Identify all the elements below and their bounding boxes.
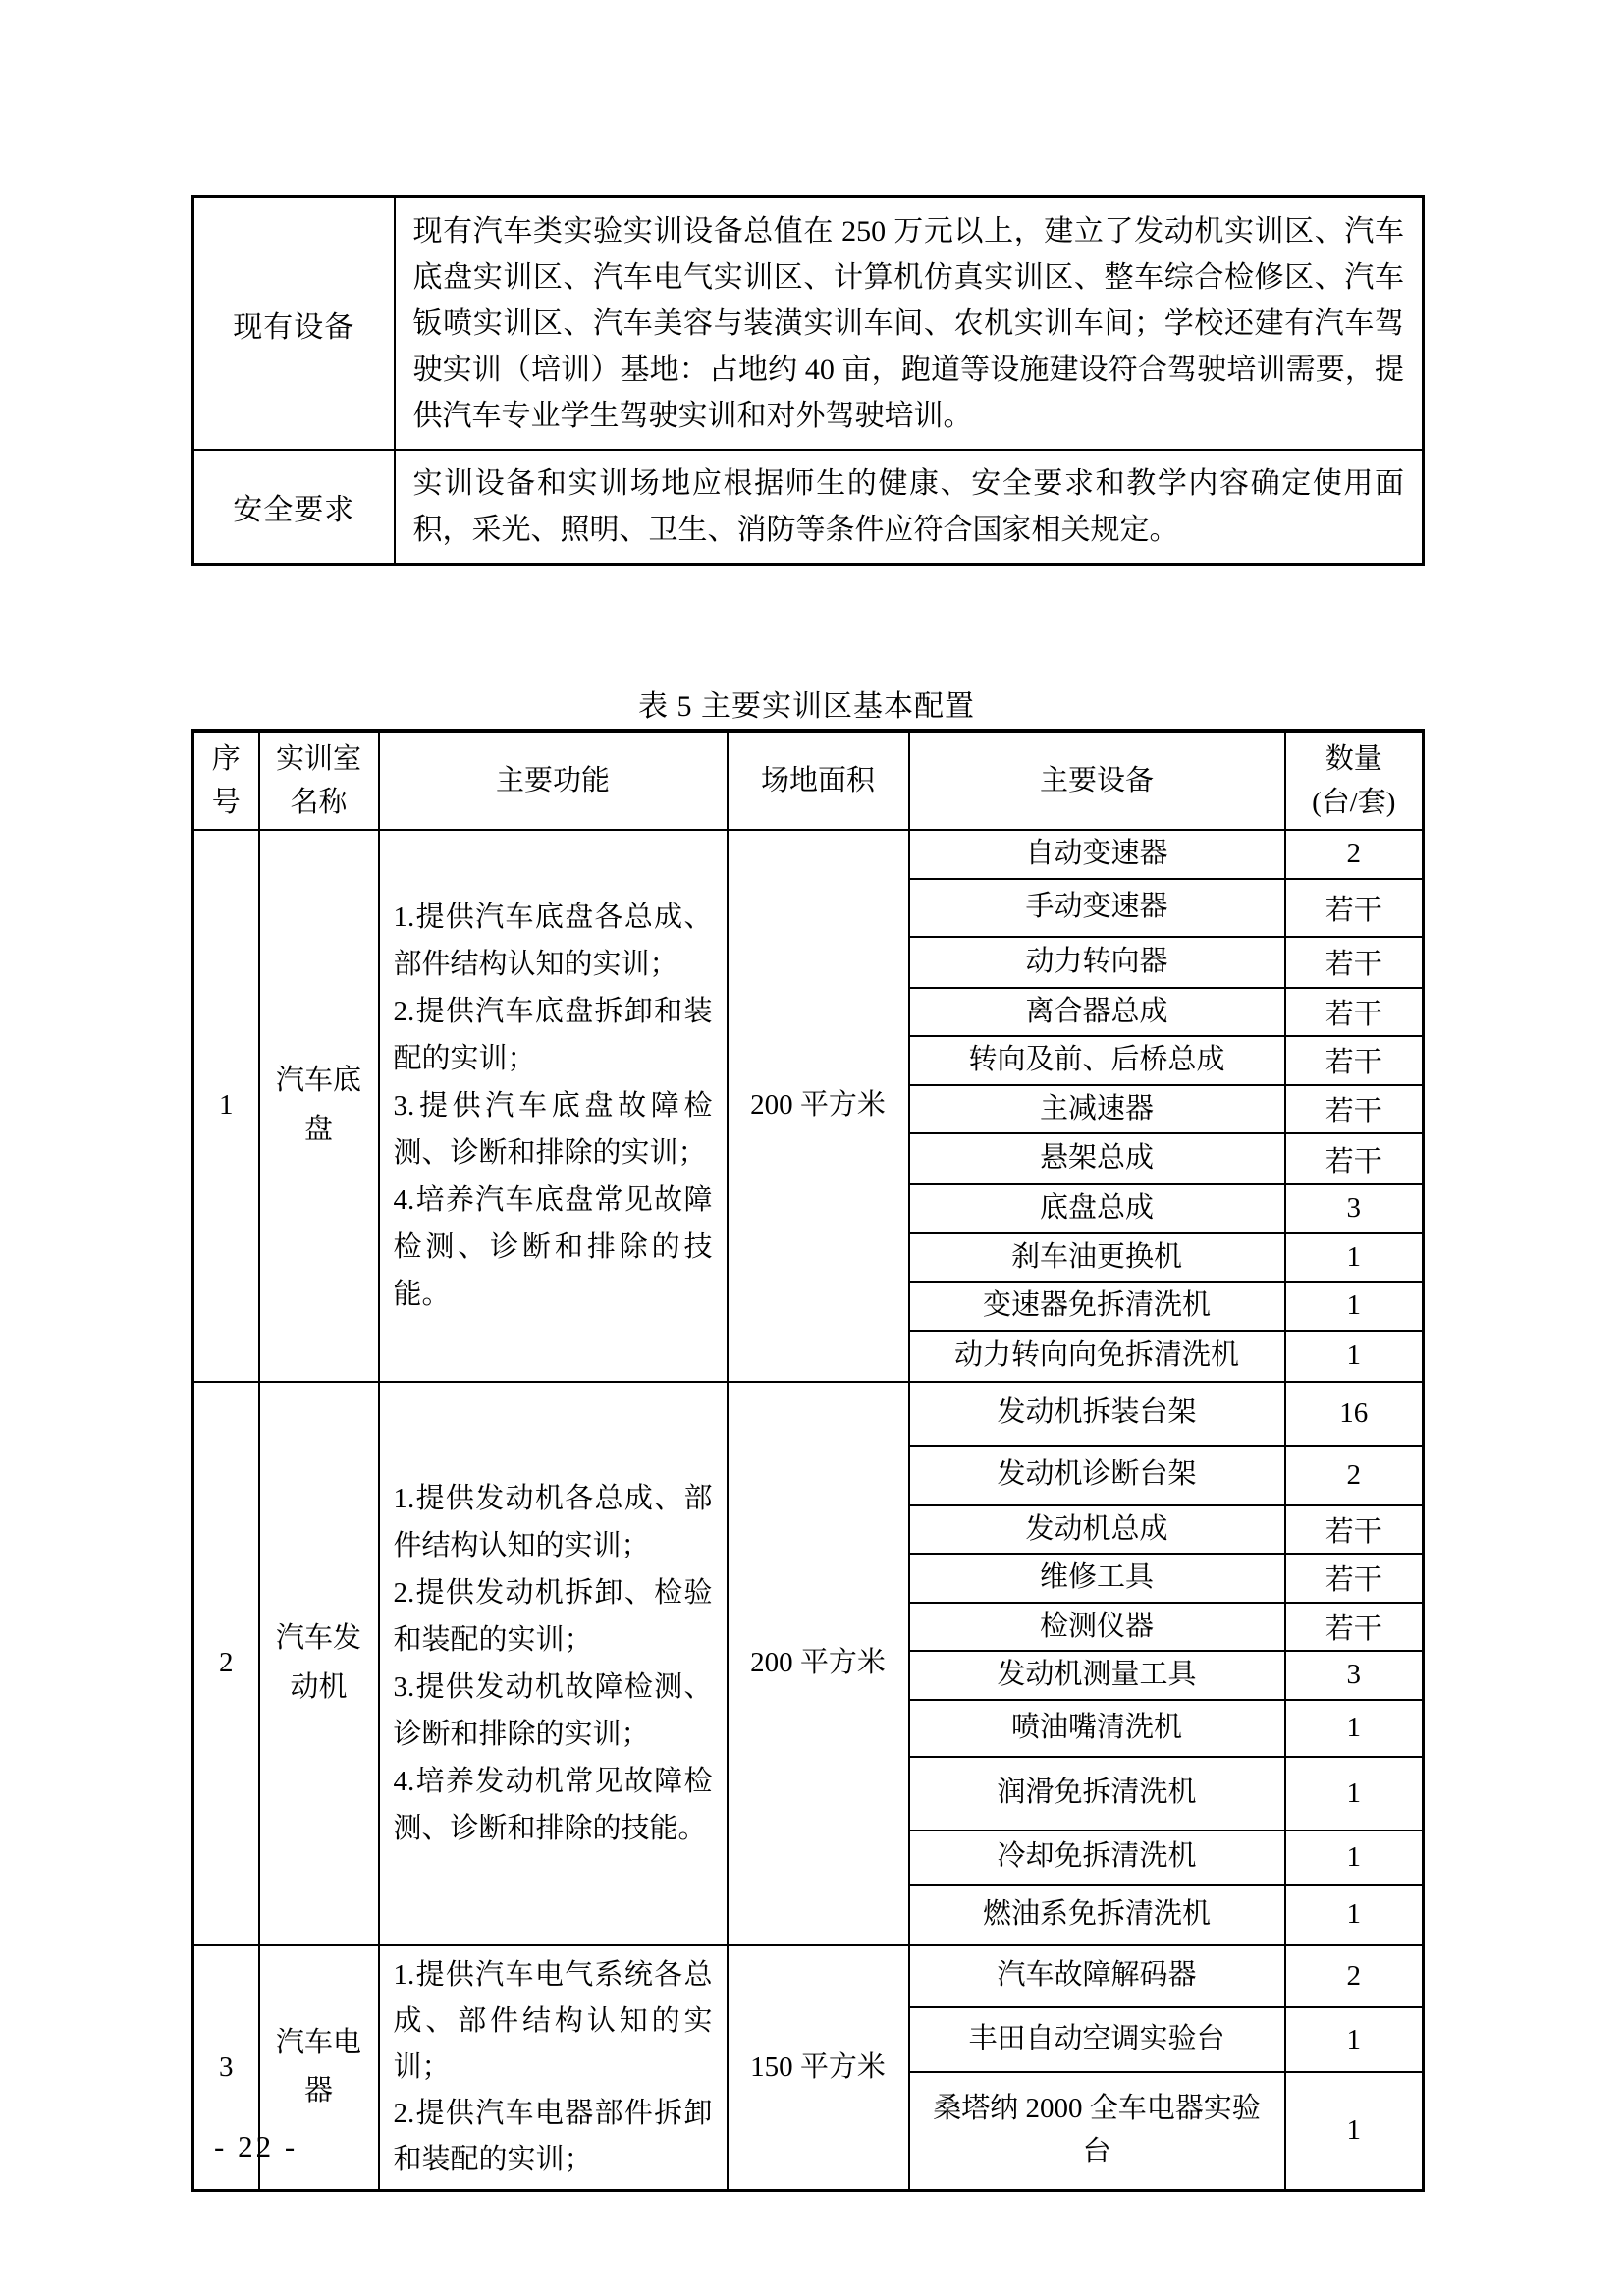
equipment-name: 维修工具 bbox=[909, 1554, 1285, 1603]
equipment-row bbox=[193, 1382, 1424, 1446]
equipment-qty: 若干 bbox=[1285, 1036, 1424, 1085]
equipment-name: 发动机诊断台架 bbox=[909, 1446, 1285, 1505]
equipment-row bbox=[193, 830, 1424, 879]
header-equipment: 主要设备 bbox=[909, 731, 1285, 830]
equipment-qty: 2 bbox=[1285, 1945, 1424, 2007]
table5 bbox=[191, 729, 1425, 2192]
function-item: 3.提供发动机故障检测、诊断和排除的实训； bbox=[393, 1670, 713, 1750]
equipment-name: 动力转向向免拆清洗机 bbox=[909, 1331, 1285, 1382]
equipment-qty: 3 bbox=[1285, 1651, 1424, 1700]
equipment-name: 主减速器 bbox=[909, 1085, 1285, 1134]
equipment-qty: 若干 bbox=[1285, 1085, 1424, 1134]
header-functions: 主要功能 bbox=[379, 731, 728, 830]
equipment-name: 汽车故障解码器 bbox=[909, 1945, 1285, 2007]
function-item: 3.提供汽车底盘故障检测、诊断和排除的实训； bbox=[393, 1089, 713, 1169]
equipment-name: 动力转向器 bbox=[909, 937, 1285, 988]
info-table bbox=[191, 195, 1425, 566]
function-item: 1.提供汽车电气系统各总成、部件结构认知的实训； bbox=[393, 1958, 713, 2083]
equipment-qty: 1 bbox=[1285, 1282, 1424, 1331]
equipment-name: 离合器总成 bbox=[909, 988, 1285, 1037]
equipment-name: 燃油系免拆清洗机 bbox=[909, 1885, 1285, 1945]
header-area: 场地面积 bbox=[728, 731, 909, 830]
equipment-qty: 1 bbox=[1285, 1757, 1424, 1831]
header-no: 序号 bbox=[193, 731, 259, 830]
function-item: 4.培养发动机常见故障检测、诊断和排除的技能。 bbox=[393, 1765, 713, 1844]
header-room: 实训室名称 bbox=[259, 731, 379, 830]
equipment-name: 冷却免拆清洗机 bbox=[909, 1831, 1285, 1885]
equipment-qty: 1 bbox=[1285, 1233, 1424, 1283]
page-content bbox=[191, 195, 1422, 2192]
section-functions bbox=[379, 1382, 728, 1945]
table5-caption: 表 5 主要实训区基本配置 bbox=[638, 690, 975, 723]
equipment-name: 检测仪器 bbox=[909, 1603, 1285, 1652]
equipment-name: 悬架总成 bbox=[909, 1133, 1285, 1184]
info-row-content: 实训设备和实训场地应根据师生的健康、安全要求和教学内容确定使用面积，采光、照明、卫生、消防等条件应符合国家相关规定。 bbox=[395, 450, 1424, 565]
section-area: 200 平方米 bbox=[728, 1382, 909, 1945]
function-item: 2.提供汽车电器部件拆卸和装配的实训； bbox=[393, 2097, 713, 2175]
section-room: 汽车电器 bbox=[259, 1945, 379, 2191]
section-no: 1 bbox=[193, 830, 259, 1382]
function-item: 2.提供汽车底盘拆卸和装配的实训； bbox=[393, 995, 713, 1074]
equipment-qty: 若干 bbox=[1285, 879, 1424, 937]
equipment-name: 手动变速器 bbox=[909, 879, 1285, 937]
function-item: 1.提供汽车底盘各总成、部件结构认知的实训； bbox=[393, 901, 713, 980]
function-item: 2.提供发动机拆卸、检验和装配的实训； bbox=[393, 1576, 713, 1656]
info-row-content: 现有汽车类实验实训设备总值在 250 万元以上，建立了发动机实训区、汽车底盘实训区、汽车电气实训区、计算机仿真实训区、整车综合检修区、汽车钣喷实训区、汽车美容与装潢实训车间、农机实训车间；学校还建有汽车驾驶实训（培训）基地：占地约 40 亩，跑道等设施建设符合驾驶培训需要，提供汽车专业学生驾驶实训和对外驾驶培训。 bbox=[395, 197, 1424, 451]
section-area: 150 平方米 bbox=[728, 1945, 909, 2191]
equipment-name: 桑塔纳 2000 全车电器实验台 bbox=[909, 2072, 1285, 2190]
info-row-existing-equipment bbox=[193, 197, 1424, 451]
equipment-qty: 16 bbox=[1285, 1382, 1424, 1446]
equipment-qty: 1 bbox=[1285, 1885, 1424, 1945]
equipment-qty: 1 bbox=[1285, 2072, 1424, 2190]
section-functions bbox=[379, 1945, 728, 2191]
header-quantity bbox=[1285, 731, 1424, 830]
equipment-qty: 1 bbox=[1285, 2007, 1424, 2073]
equipment-name: 发动机总成 bbox=[909, 1505, 1285, 1555]
equipment-name: 发动机测量工具 bbox=[909, 1651, 1285, 1700]
info-row-label: 现有设备 bbox=[193, 197, 395, 451]
info-row-safety-requirements bbox=[193, 450, 1424, 565]
equipment-qty: 1 bbox=[1285, 1700, 1424, 1757]
equipment-qty: 1 bbox=[1285, 1331, 1424, 1382]
section-room: 汽车底盘 bbox=[259, 830, 379, 1382]
function-item: 4.培养汽车底盘常见故障检测、诊断和排除的技能。 bbox=[393, 1183, 713, 1310]
equipment-row bbox=[193, 1945, 1424, 2007]
equipment-qty: 1 bbox=[1285, 1831, 1424, 1885]
equipment-qty: 若干 bbox=[1285, 937, 1424, 988]
equipment-qty: 2 bbox=[1285, 830, 1424, 879]
equipment-qty: 若干 bbox=[1285, 1505, 1424, 1555]
section-functions bbox=[379, 830, 728, 1382]
equipment-name: 转向及前、后桥总成 bbox=[909, 1036, 1285, 1085]
equipment-qty: 若干 bbox=[1285, 1133, 1424, 1184]
section-area: 200 平方米 bbox=[728, 830, 909, 1382]
equipment-name: 丰田自动空调实验台 bbox=[909, 2007, 1285, 2073]
section-room: 汽车发动机 bbox=[259, 1382, 379, 1945]
table5-header-row bbox=[193, 731, 1424, 830]
equipment-qty: 若干 bbox=[1285, 1554, 1424, 1603]
equipment-name: 润滑免拆清洗机 bbox=[909, 1757, 1285, 1831]
equipment-name: 发动机拆装台架 bbox=[909, 1382, 1285, 1446]
equipment-qty: 若干 bbox=[1285, 1603, 1424, 1652]
header-quantity-line2: (台/套) bbox=[1312, 787, 1396, 818]
equipment-name: 底盘总成 bbox=[909, 1184, 1285, 1233]
equipment-qty: 2 bbox=[1285, 1446, 1424, 1505]
header-quantity-line1: 数量 bbox=[1325, 743, 1382, 775]
equipment-qty: 3 bbox=[1285, 1184, 1424, 1233]
section-no: 3 bbox=[193, 1945, 259, 2191]
page-number: - 22 - bbox=[214, 2129, 298, 2163]
equipment-name: 变速器免拆清洗机 bbox=[909, 1282, 1285, 1331]
section-no: 2 bbox=[193, 1382, 259, 1945]
equipment-name: 刹车油更换机 bbox=[909, 1233, 1285, 1283]
equipment-name: 喷油嘴清洗机 bbox=[909, 1700, 1285, 1757]
info-row-label: 安全要求 bbox=[193, 450, 395, 565]
equipment-qty: 若干 bbox=[1285, 988, 1424, 1037]
function-item: 1.提供发动机各总成、部件结构认知的实训； bbox=[393, 1482, 713, 1561]
equipment-name: 自动变速器 bbox=[909, 830, 1285, 879]
